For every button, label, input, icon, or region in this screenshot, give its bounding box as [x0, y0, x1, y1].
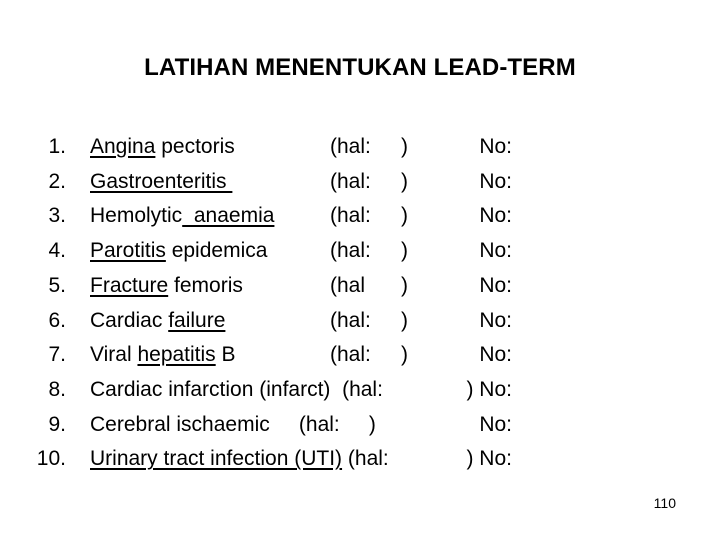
term-part: (hal: [342, 447, 389, 471]
item-term [90, 408, 376, 443]
item-number: 4. [48, 239, 66, 263]
no-label: No: [479, 169, 512, 193]
list-item [0, 130, 720, 165]
hal-label: (hal: [330, 239, 371, 263]
item-term [90, 373, 383, 408]
term-part: epidemica [165, 239, 268, 263]
hal-label: (hal [330, 273, 366, 297]
list-item [0, 373, 720, 408]
hal-label: (hal: [330, 308, 371, 332]
item-term [90, 165, 232, 200]
hal-label: (hal: [330, 343, 371, 367]
hal-close-paren: ) [401, 169, 408, 193]
hal-label: (hal: [330, 135, 371, 158]
term-part: femoris [168, 273, 243, 297]
no-label: No: [479, 343, 512, 367]
no-label: ) No: [466, 447, 512, 471]
term-underlined-part: hepatitis [137, 343, 216, 367]
term-underlined-part: Gastroenteritis [90, 169, 233, 193]
hal-close-paren: ) [401, 273, 408, 297]
item-term [90, 442, 389, 477]
hal-close-paren: ) [401, 239, 408, 263]
item-number: 6. [48, 308, 66, 332]
item-number: 3. [48, 204, 66, 228]
list-item [0, 199, 720, 234]
item-term [90, 269, 243, 304]
term-part: Hemolytic [90, 204, 183, 228]
hal-close-paren: ) [401, 308, 408, 332]
term-underlined-part: failure [168, 308, 226, 332]
list-item [0, 234, 720, 269]
item-term [90, 338, 236, 373]
term-underlined-part: Angina [90, 135, 156, 158]
term-part: B [215, 343, 236, 367]
item-number: 2. [48, 169, 66, 193]
no-label: No: [479, 273, 512, 297]
hal-close-paren: ) [401, 204, 408, 228]
slide-title: LATIHAN MENENTUKAN LEAD-TERM [144, 54, 576, 81]
list-item [0, 338, 720, 373]
item-term [90, 130, 235, 165]
term-part: Cardiac infarction (infarct) (hal: [90, 377, 383, 401]
item-number: 8. [48, 377, 66, 401]
hal-label: (hal: [330, 204, 371, 228]
item-term [90, 304, 225, 339]
no-label: No: [479, 412, 512, 436]
item-number: 7. [48, 343, 66, 367]
no-label: No: [479, 135, 512, 158]
list-item [0, 442, 720, 477]
term-underlined-part: anaemia [182, 204, 275, 228]
item-number: 9. [48, 412, 66, 436]
list-item [0, 304, 720, 339]
list-item [0, 269, 720, 304]
term-part: Cardiac [90, 308, 169, 332]
hal-close-paren: ) [401, 343, 408, 367]
item-number: 10. [36, 447, 66, 471]
term-underlined-part: Fracture [90, 273, 169, 297]
term-part: Cerebral ischaemic [90, 412, 270, 436]
item-number: 1. [48, 135, 66, 158]
no-label: No: [479, 204, 512, 228]
no-label: No: [479, 308, 512, 332]
page-number: 110 [653, 495, 676, 511]
term-part: (hal: ) [269, 412, 376, 436]
item-number: 5. [48, 273, 66, 297]
list-item [0, 408, 720, 443]
term-part: Viral [90, 343, 138, 367]
item-term [90, 234, 267, 269]
list-item [0, 165, 720, 200]
item-term [90, 199, 274, 234]
hal-close-paren: ) [401, 135, 408, 158]
term-part: pectoris [155, 135, 235, 158]
term-underlined-part: Urinary tract infection (UTI) [90, 447, 343, 471]
hal-label: (hal: [330, 169, 371, 193]
no-label: ) No: [466, 377, 512, 401]
term-underlined-part: Parotitis [90, 239, 166, 263]
no-label: No: [479, 239, 512, 263]
